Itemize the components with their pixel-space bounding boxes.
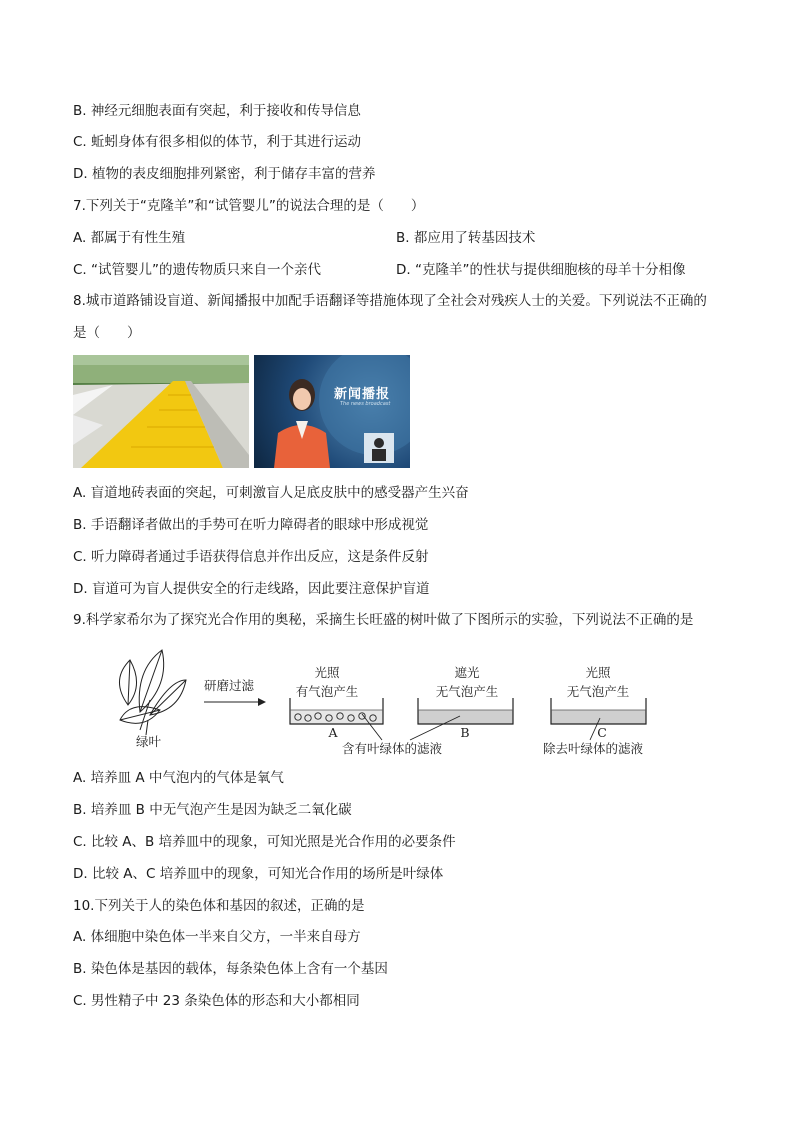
arrow-label: 研磨过滤 (204, 678, 255, 693)
q9-option-a: A. 培养皿 A 中气泡内的气体是氧气 (73, 770, 284, 786)
leaves-illustration (119, 650, 186, 735)
q9-option-c: C. 比较 A、B 培养皿中的现象，可知光照是光合作用的必要条件 (73, 834, 456, 850)
q10-option-c: C. 男性精子中 23 条染色体的形态和大小都相同 (73, 993, 360, 1009)
q6-option-b: B. 神经元细胞表面有突起，利于接收和传导信息 (73, 103, 361, 119)
q10-option-b: B. 染色体是基因的载体，每条染色体上含有一个基因 (73, 961, 388, 977)
q10-stem: 10.下列关于人的染色体和基因的叙述，正确的是 (73, 898, 365, 914)
news-broadcast-photo (254, 355, 410, 468)
tactile-paving-photo (73, 355, 249, 468)
q6-option-d: D. 植物的表皮细胞排列紧密，利于储存丰富的营养 (73, 166, 376, 182)
q8-option-b: B. 手语翻译者做出的手势可在听力障碍者的眼球中形成视觉 (73, 517, 429, 533)
leaf-label: 绿叶 (136, 734, 162, 749)
dish-a (290, 698, 383, 724)
q7-option-d: D. “克隆羊”的性状与提供细胞核的母羊十分相像 (396, 262, 686, 278)
filtrate-with-chloroplast-label: 含有叶绿体的滤液 (341, 741, 443, 756)
q8-option-d: D. 盲道可为盲人提供安全的行走线路，因此要注意保护盲道 (73, 581, 430, 597)
q8-stem-line-2: 是（ ） (73, 325, 141, 341)
q7-stem: 7.下列关于“克隆羊”和“试管婴儿”的说法合理的是（ ） (73, 198, 425, 214)
dish-b (418, 698, 513, 724)
q7-option-b: B. 都应用了转基因技术 (396, 230, 536, 246)
q8-option-c: C. 听力障碍者通过手语获得信息并作出反应，这是条件反射 (73, 549, 429, 565)
dish-b-letter: B (460, 725, 470, 740)
dish-a-condition: 光照 (314, 665, 340, 680)
q7-option-c: C. “试管婴儿”的遗传物质只来自一个亲代 (73, 262, 321, 278)
q10-option-a: A. 体细胞中染色体一半来自父方，一半来自母方 (73, 929, 361, 945)
dish-c (551, 698, 646, 724)
q6-option-c: C. 蚯蚓身体有很多相似的体节，利于其进行运动 (73, 134, 362, 150)
q9-stem: 9.科学家希尔为了探究光合作用的奥秘，采摘生长旺盛的树叶做了下图所示的实验，下列说法不正确的是 (73, 612, 694, 628)
filtrate-without-chloroplast-label: 除去叶绿体的滤液 (542, 741, 644, 756)
q8-option-a: A. 盲道地砖表面的突起，可刺激盲人足底皮肤中的感受器产生兴奋 (73, 485, 469, 501)
dish-b-result: 无气泡产生 (435, 684, 499, 699)
q7-options-row-2 (73, 261, 733, 279)
news-broadcast-illustration (254, 355, 410, 468)
dish-a-result: 有气泡产生 (295, 684, 359, 699)
news-title: 新闻播报 (334, 387, 391, 402)
q9-option-d: D. 比较 A、C 培养皿中的现象，可知光合作用的场所是叶绿体 (73, 866, 444, 882)
q9-option-b: B. 培养皿 B 中无气泡产生是因为缺乏二氧化碳 (73, 802, 352, 818)
q7-option-a: A. 都属于有性生殖 (73, 230, 186, 246)
process-arrow-head (258, 698, 266, 706)
dish-b-condition: 遮光 (454, 665, 480, 680)
q7-options-row-1 (73, 229, 733, 247)
dish-a-letter: A (328, 725, 338, 740)
dish-c-letter: C (597, 725, 607, 740)
dish-c-condition: 光照 (585, 665, 611, 680)
photosynthesis-experiment-diagram (100, 640, 660, 765)
dish-c-result: 无气泡产生 (566, 684, 630, 699)
tactile-paving-illustration (73, 355, 249, 468)
q8-stem-line-1: 8.城市道路铺设盲道、新闻播报中加配手语翻译等措施体现了全社会对残疾人士的关爱。下列说法不正确的 (73, 293, 707, 309)
news-subtitle: The news broadcast (340, 401, 391, 407)
